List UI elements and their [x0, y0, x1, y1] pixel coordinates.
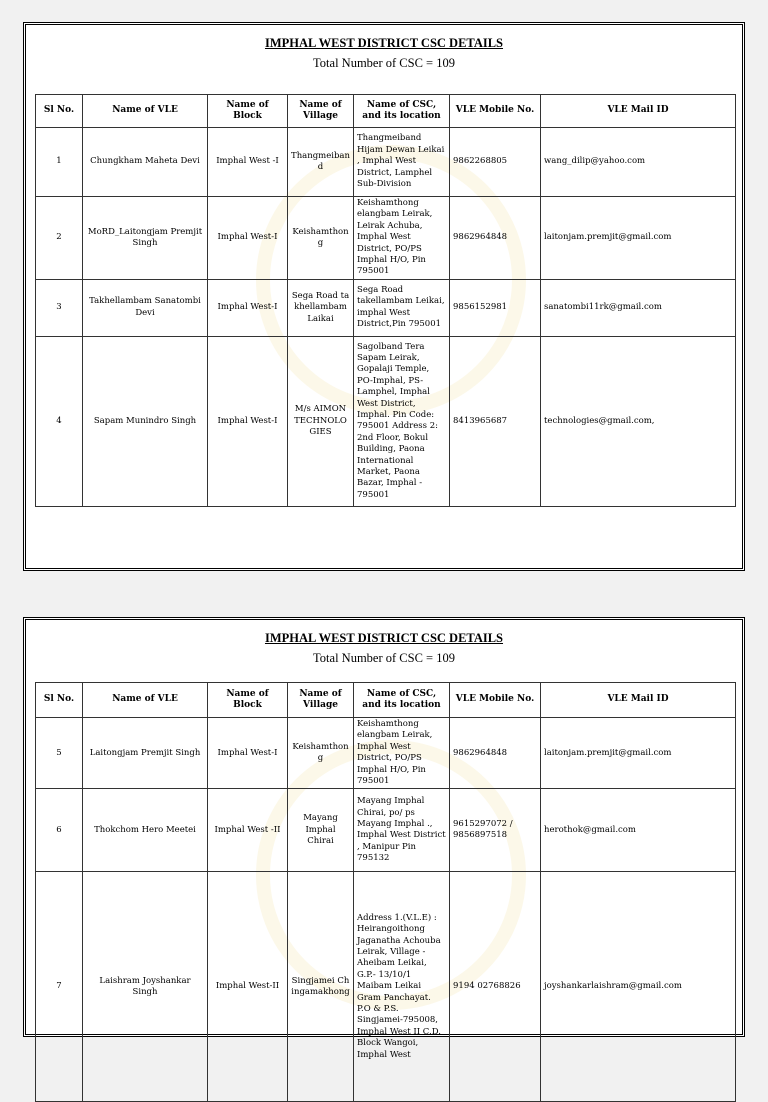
- cell-vle-name: Laishram Joyshankar Singh: [83, 872, 208, 1102]
- cell-mail[interactable]: joyshankarlaishram@gmail.com: [541, 872, 736, 1102]
- cell-mobile: 8413965687: [450, 336, 541, 506]
- cell-mail[interactable]: wang_dilip@yahoo.com: [541, 128, 736, 197]
- cell-block: Imphal West-I: [208, 336, 288, 506]
- cell-mail[interactable]: herothok@gmail.com: [541, 789, 736, 872]
- cell-mobile: 9194 02768826: [450, 872, 541, 1102]
- cell-sl-no: 6: [36, 789, 83, 872]
- table-header-row: [36, 683, 736, 718]
- header-village: Name of Village: [288, 95, 354, 128]
- cell-mobile: 9862964848: [450, 197, 541, 280]
- table-row: [36, 279, 736, 336]
- cell-mail[interactable]: laitonjam.premjit@gmail.com: [541, 197, 736, 280]
- header-sl-no: Sl No.: [36, 683, 83, 718]
- cell-sl-no: 7: [36, 872, 83, 1102]
- cell-mail[interactable]: laitonjam.premjit@gmail.com: [541, 718, 736, 789]
- cell-sl-no: 3: [36, 279, 83, 336]
- header-block: Name of Block: [208, 683, 288, 718]
- header-vle-name: Name of VLE: [83, 95, 208, 128]
- table-row: [36, 718, 736, 789]
- table-header-row: [36, 95, 736, 128]
- cell-block: Imphal West-I: [208, 279, 288, 336]
- cell-block: Imphal West -II: [208, 789, 288, 872]
- table-row: [36, 197, 736, 280]
- cell-csc-location: Sagolband Tera Sapam Leirak, Gopalaji Temple, PO-Imphal, PS-Lamphel, Imphal West District, Imphal. Pin Code: 795001 Address 2: 2nd Floor, Bokul Building, Paona International Market, Paona Bazar, Imphal - 795001: [354, 336, 450, 506]
- cell-vle-name: Sapam Munindro Singh: [83, 336, 208, 506]
- cell-sl-no: 4: [36, 336, 83, 506]
- cell-village: Thangmeiband: [288, 128, 354, 197]
- cell-vle-name: MoRD_Laitongjam Premjit Singh: [83, 197, 208, 280]
- page-header: [26, 36, 742, 71]
- document-page-1: [23, 22, 745, 571]
- header-mail: VLE Mail ID: [541, 683, 736, 718]
- cell-village: Keishamthong: [288, 197, 354, 280]
- cell-mobile: 9862964848: [450, 718, 541, 789]
- header-block: Name of Block: [208, 95, 288, 128]
- cell-village: M/s AIMON TECHNOLOGIES: [288, 336, 354, 506]
- cell-sl-no: 2: [36, 197, 83, 280]
- cell-mail[interactable]: technologies@gmail.com,: [541, 336, 736, 506]
- csc-details-table: [35, 682, 736, 1102]
- header-village: Name of Village: [288, 683, 354, 718]
- cell-csc-location: Keishamthong elangbam Leirak, Leirak Achuba, Imphal West District, PO/PS Imphal H/O, Pin 795001: [354, 197, 450, 280]
- cell-vle-name: Chungkham Maheta Devi: [83, 128, 208, 197]
- cell-mobile: 9862268805: [450, 128, 541, 197]
- table-row: [36, 128, 736, 197]
- table-row: [36, 872, 736, 1102]
- csc-total-count: Total Number of CSC = 109: [313, 651, 455, 665]
- cell-village: Mayang Imphal Chirai: [288, 789, 354, 872]
- cell-mail[interactable]: sanatombi11rk@gmail.com: [541, 279, 736, 336]
- cell-village: Singjamei Chingamakhong: [288, 872, 354, 1102]
- cell-block: Imphal West-I: [208, 718, 288, 789]
- cell-csc-location: Address 1.(V.L.E) : Heirangoithong Jaganatha Achouba Leirak, Village - Aheibam Leikai, G.P.- 13/10/1 Maibam Leikai Gram Panchayat. P.O & P.S. Singjamei-795008, Imphal West II C.D. Block Wangoi, Imphal West: [354, 872, 450, 1102]
- csc-details-table: [35, 94, 736, 507]
- cell-block: Imphal West -I: [208, 128, 288, 197]
- cell-csc-location: Thangmeiband Hijam Dewan Leikai , Imphal West District, Lamphel Sub-Division: [354, 128, 450, 197]
- table-row: [36, 789, 736, 872]
- csc-total-count: Total Number of CSC = 109: [313, 56, 455, 70]
- cell-vle-name: Laitongjam Premjit Singh: [83, 718, 208, 789]
- header-mail: VLE Mail ID: [541, 95, 736, 128]
- header-csc-location: Name of CSC, and its location: [354, 683, 450, 718]
- page-title: IMPHAL WEST DISTRICT CSC DETAILS: [264, 36, 504, 50]
- cell-block: Imphal West-I: [208, 197, 288, 280]
- cell-mobile: 9615297072 / 9856897518: [450, 789, 541, 872]
- cell-block: Imphal West-II: [208, 872, 288, 1102]
- page-title: IMPHAL WEST DISTRICT CSC DETAILS: [264, 631, 504, 645]
- cell-village: Keishamthong: [288, 718, 354, 789]
- header-sl-no: Sl No.: [36, 95, 83, 128]
- cell-sl-no: 1: [36, 128, 83, 197]
- cell-csc-location: Keishamthong elangbam Leirak, Imphal West District, PO/PS Imphal H/O, Pin 795001: [354, 718, 450, 789]
- cell-vle-name: Thokchom Hero Meetei: [83, 789, 208, 872]
- cell-sl-no: 5: [36, 718, 83, 789]
- header-mobile: VLE Mobile No.: [450, 95, 541, 128]
- cell-vle-name: Takhellambam Sanatombi Devi: [83, 279, 208, 336]
- cell-village: Sega Road takhellambam Laikai: [288, 279, 354, 336]
- page-header: [26, 631, 742, 666]
- table-row: [36, 336, 736, 506]
- document-page-2: [23, 617, 745, 1060]
- header-csc-location: Name of CSC, and its location: [354, 95, 450, 128]
- cell-csc-location: Mayang Imphal Chirai, po/ ps Mayang Imphal ., Imphal West District , Manipur Pin 795132: [354, 789, 450, 872]
- header-vle-name: Name of VLE: [83, 683, 208, 718]
- cell-mobile: 9856152981: [450, 279, 541, 336]
- cell-csc-location: Sega Road takellambam Leikai, imphal West District,Pin 795001: [354, 279, 450, 336]
- header-mobile: VLE Mobile No.: [450, 683, 541, 718]
